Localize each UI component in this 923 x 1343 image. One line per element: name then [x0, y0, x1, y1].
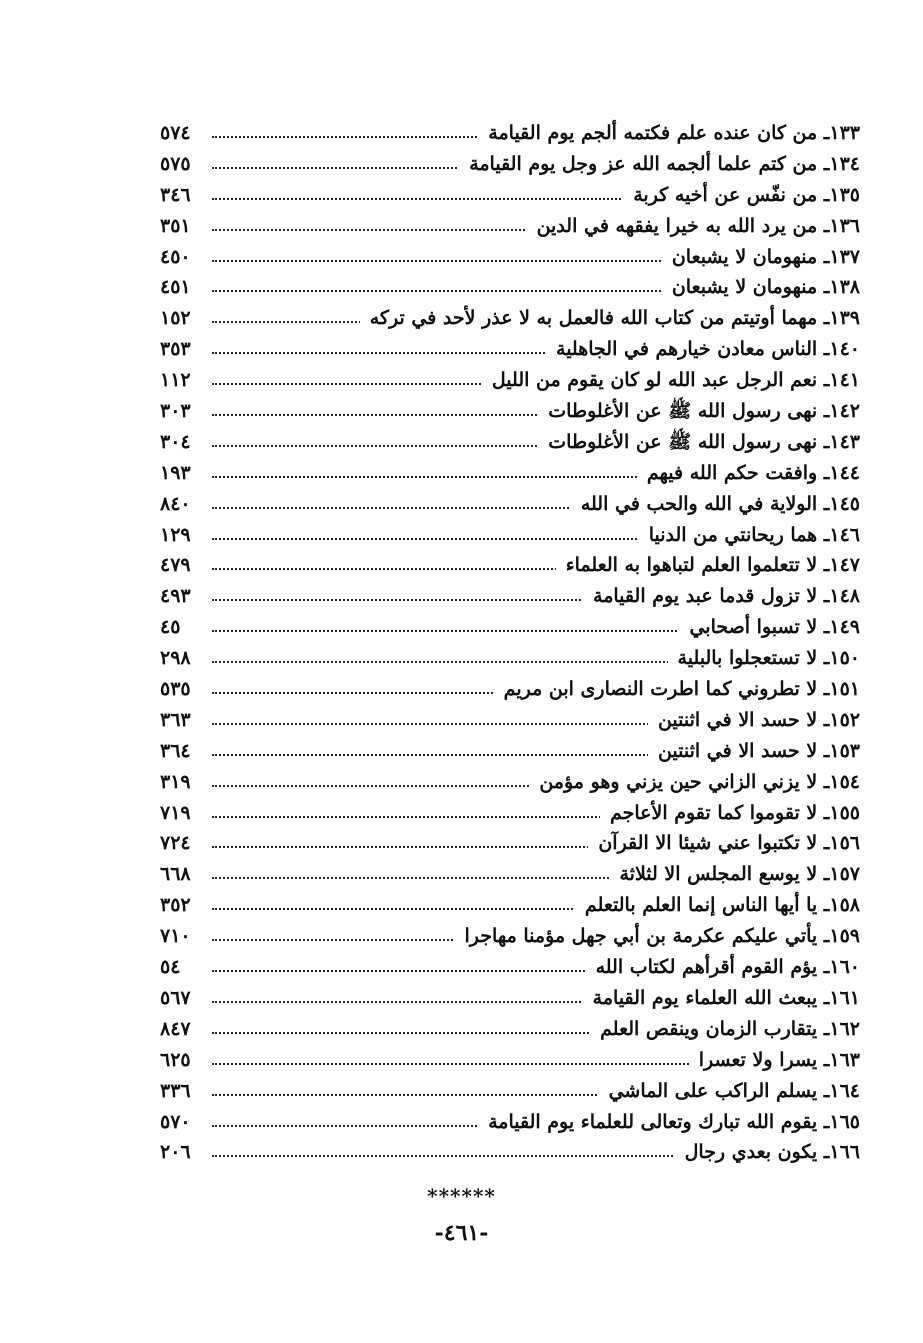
entry-page-number: ٥٤: [160, 956, 181, 979]
index-entry: [160, 488, 860, 519]
entry-page-number: ٥٣٥: [160, 678, 191, 701]
entry-page-number: ٥٦٧: [160, 986, 191, 1009]
index-entry: [160, 519, 860, 550]
entry-page-number: ١١٢: [160, 369, 191, 392]
entry-title: ١٦٢ـ يتقارب الزمان وينقص العلم: [590, 1017, 860, 1041]
entry-page-number: ٣٥٣: [160, 338, 191, 361]
section-end-mark: ******: [427, 1184, 496, 1208]
entry-title: ١٣٨ـ منهومان لا يشبعان: [662, 275, 860, 299]
index-entry: [160, 580, 860, 611]
entry-title: ١٥٧ـ لا يوسع المجلس الا لثلاثة: [609, 862, 860, 886]
entry-page-number: ٥٧٥: [160, 152, 191, 175]
index-entry: [160, 457, 860, 488]
index-entry: [160, 426, 860, 457]
entry-page-number: ١٩٣: [160, 461, 191, 484]
index-entry: [160, 210, 860, 241]
entry-title: ١٤٢ـ نهى رسول الله ﷺ عن الأغلوطات: [538, 399, 860, 423]
index-entry: [160, 1075, 860, 1106]
entry-title: ١٤٠ـ الناس معادن خيارهم في الجاهلية: [546, 337, 860, 361]
entry-page-number: ٤٧٩: [160, 554, 191, 577]
entry-page-number: ٨٤٧: [160, 1017, 191, 1040]
entry-title: ١٦٠ـ يؤم القوم أقرأهم لكتاب الله: [586, 955, 860, 979]
entry-page-number: ٥٧٠: [160, 1110, 191, 1133]
entry-title: ١٦٦ـ يكون بعدي رجال: [675, 1140, 860, 1164]
index-entry: [160, 766, 860, 797]
entry-page-number: ٣٣٦: [160, 1079, 191, 1102]
entry-title: ١٥٠ـ لا تستعجلوا بالبلية: [668, 646, 860, 670]
entry-page-number: ٧٢٤: [160, 832, 191, 855]
entry-page-number: ٦٦٨: [160, 863, 191, 886]
index-entry: [160, 797, 860, 828]
entry-page-number: ١٥٢: [160, 307, 191, 330]
entry-page-number: ٣١٩: [160, 770, 191, 793]
entry-page-number: ٣٦٤: [160, 739, 191, 762]
index-entry: [160, 611, 860, 642]
entry-page-number: ٧١٩: [160, 801, 191, 824]
index-entry: [160, 271, 860, 302]
entry-page-number: ٣٥١: [160, 214, 191, 237]
entry-title: ١٥١ـ لا تطروني كما اطرت النصارى ابن مريم: [494, 677, 860, 701]
index-entry: [160, 148, 860, 179]
entry-page-number: ٢٠٦: [160, 1141, 191, 1164]
entry-page-number: ٣٠٣: [160, 400, 191, 423]
entry-title: ١٤٣ـ نهى رسول الله ﷺ عن الأغلوطات: [538, 430, 860, 454]
entry-title: ١٣٩ـ مهما أوتيتم من كتاب الله فالعمل به لا عذر لأحد في تركه: [360, 306, 860, 330]
entry-page-number: ٣٦٣: [160, 708, 191, 731]
entry-title: ١٤٥ـ الولاية في الله والحب في الله: [571, 492, 860, 516]
entry-page-number: ٢٩٨: [160, 647, 191, 670]
index-entry: [160, 364, 860, 395]
entry-title: ١٣٧ـ منهومان لا يشبعان: [662, 245, 860, 269]
entry-page-number: ٤٥١: [160, 276, 191, 299]
entry-title: ١٥٤ـ لا يزني الزاني حين يزني وهو مؤمن: [529, 770, 860, 794]
entry-title: ١٤٦ـ هما ريحانتي من الدنيا: [639, 523, 860, 547]
entry-title: ١٣٥ـ من نفّس عن أخيه كربة: [623, 183, 860, 207]
index-entry: [160, 395, 860, 426]
entry-title: ١٣٣ـ من كان عنده علم فكتمه ألجم يوم القيامة: [478, 121, 860, 145]
index-entry: [160, 549, 860, 580]
page-number: -٤٦١-: [434, 1220, 489, 1246]
entry-title: ١٤٨ـ لا تزول قدما عبد يوم القيامة: [583, 584, 860, 608]
entry-page-number: ١٢٩: [160, 523, 191, 546]
index-entry: [160, 179, 860, 210]
hadith-index-list: [160, 117, 860, 1167]
index-entry: [160, 920, 860, 951]
entry-page-number: ٤٥: [160, 616, 181, 639]
index-entry: [160, 951, 860, 982]
index-entry: [160, 1106, 860, 1137]
entry-title: ١٥٣ـ لا حسد الا في اثنتين: [648, 739, 860, 763]
entry-title: ١٥٦ـ لا تكتبوا عني شيئا الا القرآن: [588, 831, 860, 855]
entry-title: ١٤٩ـ لا تسبوا أصحابي: [679, 615, 860, 639]
entry-title: ١٤١ـ نعم الرجل عبد الله لو كان يقوم من الليل: [482, 368, 860, 392]
index-entry: [160, 1136, 860, 1167]
entry-title: ١٥٢ـ لا حسد الا في اثنتين: [648, 708, 860, 732]
entry-page-number: ٤٩٣: [160, 585, 191, 608]
entry-title: ١٥٩ـ يأتي عليكم عكرمة بن أبي جهل مؤمنا مهاجرا: [455, 924, 860, 948]
entry-page-number: ٣٥٢: [160, 894, 191, 917]
entry-page-number: ٣٠٤: [160, 430, 191, 453]
index-entry: [160, 333, 860, 364]
index-entry: [160, 889, 860, 920]
index-entry: [160, 735, 860, 766]
index-entry: [160, 673, 860, 704]
index-entry: [160, 302, 860, 333]
entry-title: ١٣٤ـ من كتم علما ألجمه الله عز وجل يوم القيامة: [459, 152, 860, 176]
entry-page-number: ٨٤٠: [160, 492, 191, 515]
index-entry: [160, 704, 860, 735]
entry-page-number: ٦٢٥: [160, 1048, 191, 1071]
entry-title: ١٣٦ـ من يرد الله به خيرا يفقهه في الدين: [527, 214, 860, 238]
entry-title: ١٦٣ـ يسرا ولا تعسرا: [689, 1048, 860, 1072]
entry-title: ١٤٤ـ وافقت حكم الله فيهم: [637, 461, 860, 485]
index-entry: [160, 1044, 860, 1075]
entry-title: ١٦٤ـ يسلم الراكب على الماشي: [599, 1079, 860, 1103]
index-entry: [160, 642, 860, 673]
entry-title: ١٤٧ـ لا تتعلموا العلم لتباهوا به العلماء: [556, 553, 860, 577]
entry-page-number: ٤٥٠: [160, 245, 191, 268]
entry-title: ١٦٥ـ يقوم الله تبارك وتعالى للعلماء يوم القيامة: [478, 1110, 860, 1134]
entry-page-number: ٧١٠: [160, 925, 191, 948]
index-entry: [160, 241, 860, 272]
entry-page-number: ٣٤٦: [160, 183, 191, 206]
entry-title: ١٥٨ـ يا أيها الناس إنما العلم بالتعلم: [575, 893, 860, 917]
index-entry: [160, 827, 860, 858]
index-entry: [160, 982, 860, 1013]
entry-title: ١٦١ـ يبعث الله العلماء يوم القيامة: [583, 986, 860, 1010]
index-entry: [160, 1013, 860, 1044]
entry-page-number: ٥٧٤: [160, 122, 191, 144]
index-entry: [160, 117, 860, 148]
index-entry: [160, 858, 860, 889]
entry-title: ١٥٥ـ لا تقوموا كما تقوم الأعاجم: [600, 801, 860, 825]
